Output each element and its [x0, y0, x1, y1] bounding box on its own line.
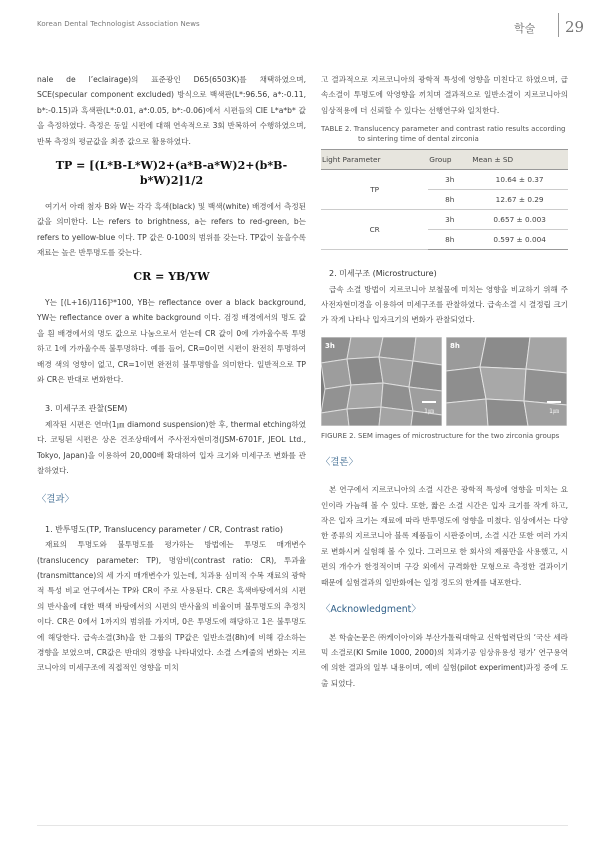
scale-bar	[422, 401, 436, 419]
sem-label-3h: 3h	[325, 341, 335, 350]
table-cell-param: CR	[321, 210, 428, 250]
formula-tp	[37, 158, 306, 189]
table-header-group: Group	[428, 150, 471, 170]
heading-microstructure: 2. 미세구조 (Microstructure)	[329, 269, 437, 279]
table-caption	[321, 124, 568, 144]
scale-bar	[547, 401, 561, 419]
journal-name: Korean Dental Technologist Association News	[37, 20, 200, 28]
heading-translucency: 1. 반투명도(TP, Translucency parameter / CR, Contrast ratio)	[45, 524, 284, 534]
paragraph-acknowledgment: 본 학술논문은 ㈜케이아이와 부산가톨릭대학교 신학협력단의 ‘국산 세라믹 소결로(KI Smile 1000, 2000)의 치과기공 임상유용성 평가’ 연구용역에 의한 결과의 일부 내용이며, 예비 실험(pilot experiment)과정 중에 도출 되었다.	[321, 632, 568, 688]
paragraph-cr-explained: Y는 [(L+16)/116]³*100, YB는 reflectance over a black background, YW는 reflectance over a white background 이다. 검정 배경에서의 명도 값을 흰 배경에서의 명도 값으로 나눔으로서 얻는데 CR 값이 0에 가까울수록 투명하고 1에 가까울수록 불투명하다. 예를 들어, CR=0이면 시편이 완전히 투명하여 배경 색의 영향이 없고, CR=1이면 완전히 불투명함을 의미한다. 일반적으로 TP와 CR은 반대로 변화한다.	[37, 297, 306, 384]
formula-tp-text: TP = [(L*B-L*W)2+(a*B-a*W)2+(b*B-b*W)2]1/2	[55, 159, 288, 188]
scale-label: 1㎛	[424, 408, 434, 416]
table-caption-line1: TABLE 2. Translucency parameter and contrast ratio results according	[321, 125, 566, 134]
table-cell-value: 12.67 ± 0.29	[471, 190, 568, 210]
footer-rule	[37, 825, 568, 826]
table-cell-group: 8h	[428, 230, 471, 250]
heading-conclusion: 〈결론〉	[321, 456, 358, 468]
paragraph-microstructure: 급속 소결 방법이 지르코니아 보철물에 미치는 영향을 비교하기 위해 주사전자현미경을 이용하여 미세구조를 관찰하였다. 급속소결 시 결정립 크기가 작게 나타나 입자크기의 변화가 관찰되었다.	[321, 284, 568, 325]
heading-acknowledgment: 〈Acknowledgment〉	[321, 604, 421, 616]
paragraph-translucency: 재료의 투명도와 불투명도를 평가하는 방법에는 투명도 매개변수(translucency parameter: TP), 명암비(contrast ratio: CR), 투과율(transmittance)의 세 가지 매개변수가 있는데, 치과용 심미적 수복 재료의 광학적 특성 비교 연구에서는 TP와 CR이 주로 사용된다. CR은 흑색바탕에서의 시편의 반사율에 대한 백색 바탕에서의 시편의 반사율의 비율이며 불투명도의 추정치이다. CR은 0에서 1까지의 범위를 가지며, 0은 투명도에 해당하고 1은 불투명도에 해당한다. 급속소결(3h)을 한 그룹의 TP값은 일반소결(8h)에 비해 감소하는 경향을 보였으며, CR값은 반대의 경향을 나타내었다. 소결 스케줄의 변화는 지르코니아의 미세구조에 직접적인 영향을 미치	[37, 540, 306, 673]
table-cell-param: TP	[321, 170, 428, 210]
table-cell-value: 0.657 ± 0.003	[471, 210, 568, 230]
paragraph-measurement: nale de l’eclairage)의 표준광인 D65(6503K)를 채택하였으며, SCE(specular component excluded) 방식으로 백색판(L*:96.56, a*:-0.11, b*:-0.15)과 흑색판(L*:0.01, a*:0.05, b*:-0.06)에서 시편들의 CIE L*a*b* 값을 측정하였다. 측정은 동일 시편에 대해 연속적으로 3회 반복하여 수행하였으며, 반복 측정의 평균값을 최종 값으로 활용하였다.	[37, 75, 306, 146]
sem-label-8h: 8h	[450, 341, 460, 350]
paragraph-continued: 고 결과적으로 지르코니아의 광학적 특성에 영향을 미친다고 하였으며, 급속소결이 투명도에 악영향을 끼치며 결과적으로 일반소결이 지르코니아의 임상적용에 더 신뢰할 수 있다는 선행연구와 일치한다.	[321, 75, 568, 115]
table-header-param: Light Parameter	[321, 150, 428, 170]
left-column	[37, 72, 306, 676]
page-number: 29	[565, 18, 585, 36]
table-cell-group: 8h	[428, 190, 471, 210]
table-row	[321, 170, 568, 190]
formula-cr	[37, 269, 306, 284]
table-cell-value: 10.64 ± 0.37	[471, 170, 568, 190]
heading-sem: 3. 미세구조 관찰(SEM)	[45, 404, 128, 414]
heading-results: 〈결과〉	[37, 494, 74, 506]
figure-caption: FIGURE 2. SEM images of microstructure for the two zirconia groups	[321, 431, 560, 440]
table-caption-line2: to sintering time of dental zirconia	[358, 135, 479, 144]
table-row	[321, 210, 568, 230]
paragraph-conclusion: 본 연구에서 지르코니아의 소결 시간은 광학적 특성에 영향을 미치는 요인이라 가늠해 볼 수 있다. 또한, 짧은 소결 시간은 입자 크기를 작게 하고, 작은 입자 크기는 재료에 따라 반투명도에 영향을 미쳤다. 임상에서는 다양한 종류의 지르코니아 블록 제품들이 시판중이며, 소결 시간 또한 여러 가지로 변화시켜 실험해 볼 수 있다. 그러므로 한 회사의 제품만을 사용했고, 시편의 개수가 한정적이며 구강 외에서 규격화한 모형으로 측정한 결과이기 때문에 실험결과의 일반화에는 일정 정도의 한계를 내포한다.	[321, 485, 568, 587]
table-header-mean: Mean ± SD	[471, 150, 568, 170]
sem-image-8h	[446, 337, 567, 426]
sem-image-3h	[321, 337, 442, 426]
right-column	[321, 72, 568, 691]
table-header-row	[321, 150, 568, 170]
results-table	[321, 149, 568, 250]
table-cell-group: 3h	[428, 170, 471, 190]
formula-cr-text: CR = YB/YW	[133, 270, 210, 284]
header-divider	[558, 13, 559, 37]
table-cell-value: 0.597 ± 0.004	[471, 230, 568, 250]
section-title: 학술	[514, 22, 536, 35]
scale-label: 1㎛	[549, 408, 559, 416]
sem-figure	[321, 337, 568, 426]
table-cell-group: 3h	[428, 210, 471, 230]
paragraph-tp-explained: 여기서 아래 첨자 B와 W는 각각 흑색(black) 및 백색(white) 배경에서 측정된 값을 의미한다. L는 refers to brightness, a는 refers to red-green, b는 refers to yellow-blue 이다. TP 값은 0-100의 범위를 갖는다. TP값이 높을수록 재료는 높은 반투명도를 갖는다.	[37, 201, 306, 258]
paragraph-sem-method: 제작된 시편은 연마(1㎛ diamond suspension)한 후, thermal etching하였다. 코팅된 시편은 상온 건조상태에서 주사전자현미경(JSM-6701F, JEOL Ltd., Tokyo, Japan)을 이용하여 20,000배 확대하여 입자 크기와 미세구조 변화를 관찰하였다.	[37, 419, 306, 475]
